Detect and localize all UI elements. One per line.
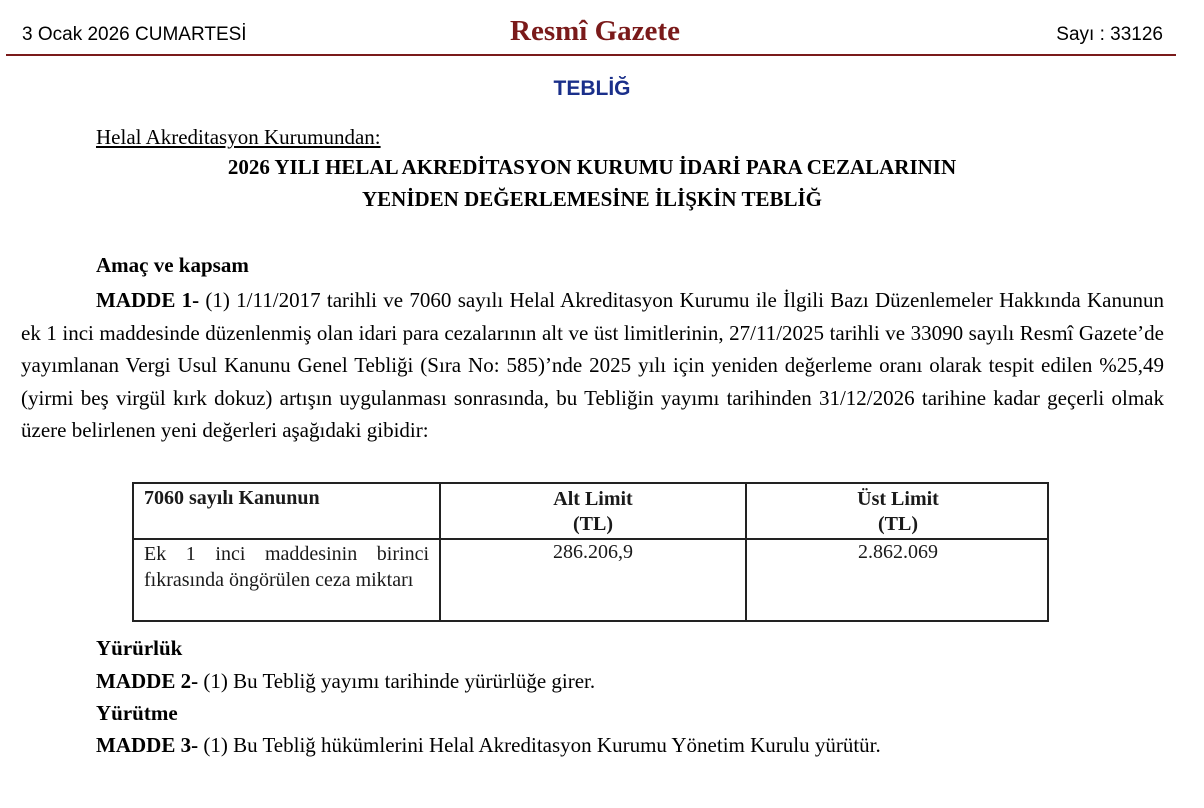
effect-heading: Yürürlük (96, 636, 183, 660)
execution-heading: Yürütme (96, 701, 178, 725)
table-cell-description: Ek 1 inci maddesinin birinci fıkrasında öngörülen ceza miktarı (144, 543, 429, 591)
table-header-law: 7060 sayılı Kanunun (144, 487, 320, 509)
penalty-limits-table (132, 482, 1049, 622)
section-label: TEBLİĞ (553, 77, 631, 100)
article-2-text: (1) Bu Tebliğ yayımı tarihinde yürürlüğe girer. (203, 669, 596, 693)
table-cell-lower-limit: 286.206,9 (553, 541, 633, 563)
table-header-lower-limit (441, 487, 745, 537)
article-2-line (96, 669, 595, 694)
article-3-text: (1) Bu Tebliğ hükümlerini Helal Akreditasyon Kurumu Yönetim Kurulu yürütür. (203, 733, 881, 757)
upper-limit-unit: (TL) (878, 513, 918, 535)
header-divider (6, 54, 1176, 56)
lower-limit-unit: (TL) (573, 513, 613, 535)
article-1-paragraph (21, 284, 1164, 447)
table-header-upper-limit (747, 487, 1049, 537)
lower-limit-label: Alt Limit (553, 488, 633, 510)
article-3-label: MADDE 3- (96, 733, 199, 757)
purpose-heading: Amaç ve kapsam (96, 253, 249, 277)
table-divider (134, 538, 1047, 540)
article-2-label: MADDE 2- (96, 669, 199, 693)
gazette-issue-number: Sayı : 33126 (1056, 24, 1163, 45)
upper-limit-label: Üst Limit (857, 488, 939, 510)
issuing-authority: Helal Akreditasyon Kurumundan: (96, 125, 381, 149)
article-1-text: (1) 1/11/2017 tarihli ve 7060 sayılı Helal Akreditasyon Kurumu ile İlgili Bazı Düzenlemeler Hakkında Kanunun ek 1 inci maddesinde düzenlenmiş olan idari para cezalarının alt ve üst limitlerinin, 27/11/2025 tarihli ve 33090 sayılı Resmî Gazete’de yayımlanan Vergi Usul Kanunu Genel Tebliği (Sıra No: 585)’nde 2025 yılı için yeniden değerleme oranı olarak tespit edilen %25,49 (yirmi beş virgül kırk dokuz) artışın uygulanması sonrasında, bu Tebliğin yayımı tarihinden 31/12/2026 tarihine kadar geçerli olmak üzere belirlenen yeni değerleri aşağıdaki gibidir: (21, 288, 1164, 442)
gazette-date: 3 Ocak 2026 CUMARTESİ (22, 24, 247, 45)
article-1-label: MADDE 1- (96, 288, 200, 312)
gazette-title: Resmî Gazete (510, 15, 680, 47)
article-3-line (96, 733, 881, 758)
document-title-line-1: 2026 YILI HELAL AKREDİTASYON KURUMU İDARİ PARA CEZALARININ (227, 155, 957, 179)
document-title-line-2: YENİDEN DEĞERLEMESİNE İLİŞKİN TEBLİĞ (361, 187, 822, 211)
table-cell-upper-limit: 2.862.069 (858, 541, 938, 563)
